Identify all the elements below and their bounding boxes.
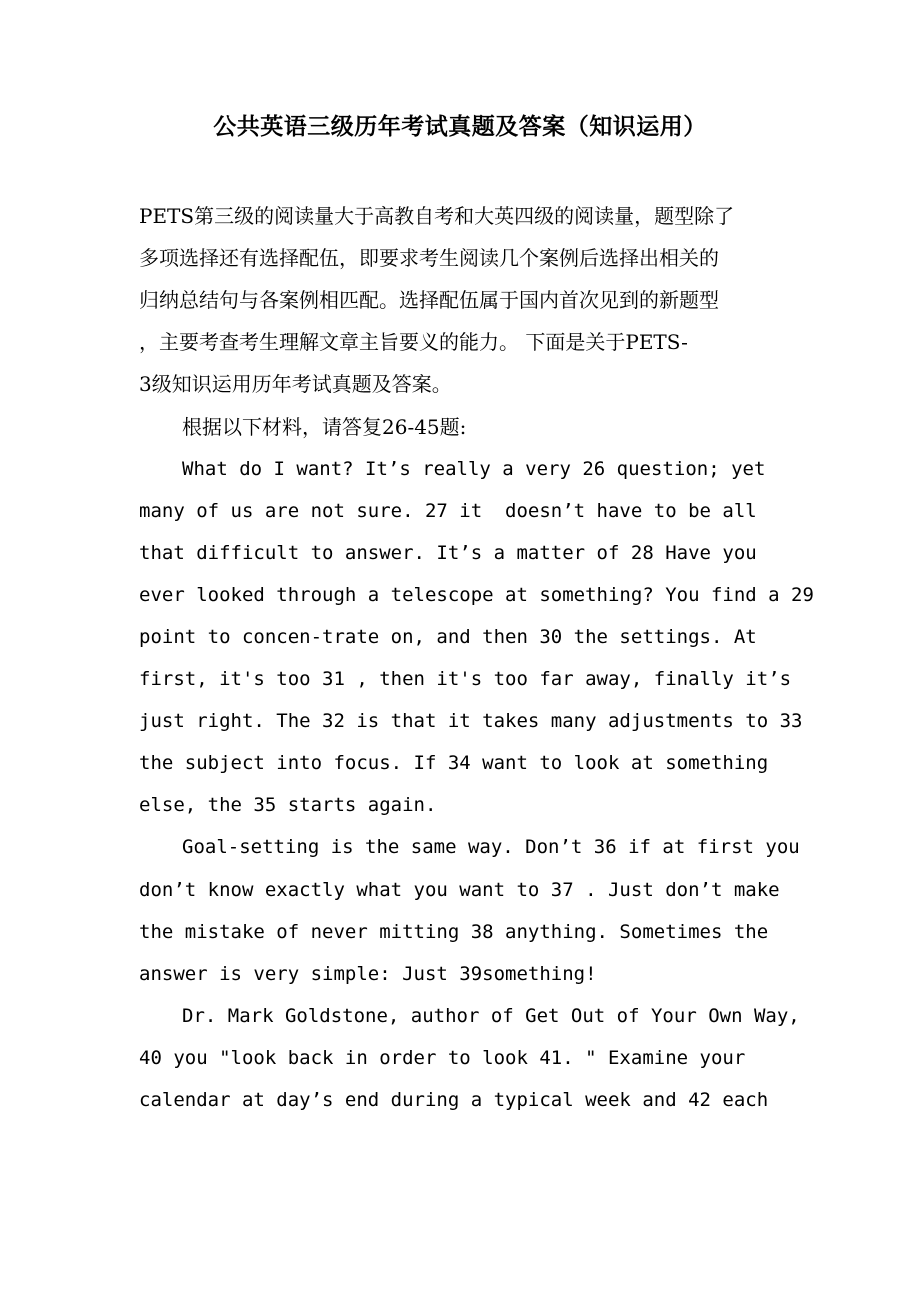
- passage-line-11: don’t know exactly what you want to 37 . Just don’t make: [139, 879, 780, 901]
- passage-line-6: first, it's too 31 , then it's too far away, finally it’s: [139, 668, 792, 690]
- intro-line-5: 3级知识运用历年考试真题及答案。: [139, 372, 452, 396]
- intro-line-1: PETS第三级的阅读量大于高教自考和大英四级的阅读量，题型除了: [139, 204, 735, 228]
- passage-line-16: calendar at day’s end during a typical week and 42 each: [139, 1089, 769, 1111]
- intro-line-4: ，主要考查考生理解文章主旨要义的能力。 下面是关于PETS-: [139, 330, 688, 354]
- passage-line-10: Goal-setting is the same way. Don’t 36 if at first you: [182, 836, 800, 858]
- passage-line-8: the subject into focus. If 34 want to look at something: [139, 752, 769, 774]
- passage-line-5: point to concen-trate on, and then 30 the settings. At: [139, 626, 757, 648]
- passage-line-13: answer is very simple: Just 39something!: [139, 963, 597, 985]
- passage-line-7: just right. The 32 is that it takes many adjustments to 33: [139, 710, 803, 732]
- passage-line-1: What do I want? It’s really a very 26 question; yet: [182, 458, 766, 480]
- passage-line-9: else, the 35 starts again.: [139, 794, 437, 816]
- passage-line-14: Dr. Mark Goldstone, author of Get Out of Your Own Way,: [182, 1005, 800, 1027]
- passage-line-4: ever looked through a telescope at something? You find a 29: [139, 584, 814, 606]
- intro-line-3: 归纳总结句与各案例相匹配。选择配伍属于国内首次见到的新题型: [139, 288, 719, 312]
- instruction-line: 根据以下材料，请答复26-45题:: [182, 415, 467, 439]
- passage-line-15: 40 you "look back in order to look 41. " Examine your: [139, 1047, 746, 1069]
- document-title: 公共英语三级历年考试真题及答案（知识运用）: [213, 113, 707, 140]
- passage-line-3: that difficult to answer. It’s a matter of 28 Have you: [139, 542, 757, 564]
- intro-line-2: 多项选择还有选择配伍，即要求考生阅读几个案例后选择出相关的: [139, 246, 719, 270]
- passage-line-2: many of us are not sure. 27 it doesn’t have to be all: [139, 500, 757, 522]
- passage-line-12: the mistake of never mitting 38 anything. Sometimes the: [139, 921, 769, 943]
